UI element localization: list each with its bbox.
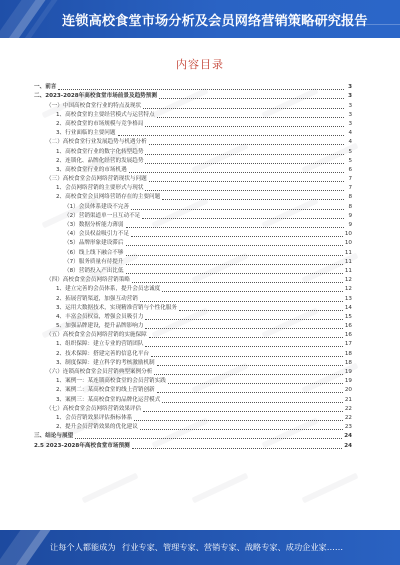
toc-leader-dots <box>149 337 343 338</box>
toc-entry-label: 二、2023-2028年高校食堂市场前景及趋势预测 <box>34 93 157 100</box>
toc-entry-page-number: 24 <box>344 433 352 440</box>
toc-entry-page-number: 11 <box>344 258 352 265</box>
toc-leader-dots <box>162 402 343 403</box>
toc-entry[interactable] <box>34 239 352 248</box>
toc-entry-page-number: 12 <box>344 277 352 284</box>
toc-entry[interactable] <box>34 267 352 276</box>
toc-entry-label: 1、案例一：某连锁高校食堂的会员营销实践 <box>56 378 166 385</box>
toc-leader-dots <box>145 190 344 191</box>
toc-leader-dots <box>126 264 343 265</box>
toc-entry-label: 2、案例二：某高校食堂的线上营销创新 <box>56 387 155 394</box>
toc-entry[interactable] <box>34 258 352 267</box>
toc-entry[interactable] <box>34 441 352 450</box>
toc-entry-page-number: 23 <box>344 424 352 431</box>
toc-entry[interactable] <box>34 248 352 257</box>
toc-entry[interactable] <box>34 276 352 285</box>
toc-entry-label: 3、案例三：某高校食堂的品牌化运营模式 <box>56 396 161 403</box>
toc-entry[interactable] <box>34 92 352 101</box>
toc-entry-page-number: 18 <box>344 350 352 357</box>
toc-leader-dots <box>126 255 343 256</box>
toc-entry-page-number: 16 <box>344 323 352 330</box>
toc-leader-dots <box>143 108 344 109</box>
toc-entry-label: 1、组织保障：建立专业的营销团队 <box>56 341 144 348</box>
toc-entry-label: 三、结论与展望 <box>34 433 74 440</box>
toc-entry-label: （二）高校食堂行业发展趋势与机遇分析 <box>46 139 147 146</box>
toc-entry-page-number: 11 <box>344 249 352 256</box>
toc-entry-page-number: 24 <box>344 442 352 449</box>
toc-leader-dots <box>157 365 343 366</box>
toc-entry-label: （五）高校食堂会员网络营销的实施保障 <box>46 332 147 339</box>
toc-entry[interactable] <box>34 111 352 120</box>
toc-leader-dots <box>140 301 343 302</box>
toc-entry-page-number: 3 <box>348 120 352 127</box>
toc-entry[interactable] <box>34 175 352 184</box>
toc-entry-label: （5）品牌形象建设滞后 <box>64 240 124 247</box>
table-of-contents <box>34 83 352 451</box>
toc-entry-label: 1、会员网络营销的主要形式与现状 <box>56 185 144 192</box>
toc-leader-dots <box>58 89 344 90</box>
toc-entry[interactable] <box>34 414 352 423</box>
toc-entry[interactable] <box>34 212 352 221</box>
toc-entry-label: 2、技术保障：搭建完善的信息化平台 <box>56 350 150 357</box>
toc-leader-dots <box>132 448 343 449</box>
toc-leader-dots <box>131 209 344 210</box>
watermark-mark <box>192 473 249 504</box>
footer-slogan-left: 让每个人都能成为 <box>50 542 116 552</box>
toc-entry[interactable] <box>34 147 352 156</box>
toc-entry-label: 2、高校食堂的市场规模与竞争格局 <box>56 120 144 127</box>
toc-entry-page-number: 8 <box>348 203 352 210</box>
report-footer <box>0 530 400 565</box>
toc-entry[interactable] <box>34 101 352 110</box>
toc-leader-dots <box>126 273 343 274</box>
toc-entry-page-number: 6 <box>348 166 352 173</box>
toc-entry-page-number: 3 <box>348 84 352 91</box>
toc-entry-label: 2、提升会员营销效果的优化建议 <box>56 424 138 431</box>
toc-entry-page-number: 10 <box>344 240 352 247</box>
toc-entry-page-number: 9 <box>348 222 352 228</box>
toc-entry-label: （7）服务质量有待提升 <box>64 258 124 265</box>
toc-leader-dots <box>151 356 343 357</box>
toc-entry-page-number: 7 <box>348 185 352 192</box>
toc-entry[interactable] <box>34 230 352 239</box>
toc-entry-page-number: 12 <box>344 286 352 293</box>
toc-entry-label: （三）高校食堂会员网络营销现状与问题 <box>46 176 147 183</box>
toc-entry-label: 2、高校食堂会员网络营销存在的主要问题 <box>56 194 161 201</box>
toc-entry-label: 3、高校食堂行业的市场机遇 <box>56 166 127 173</box>
toc-entry[interactable] <box>34 285 352 294</box>
toc-entry[interactable] <box>34 83 352 92</box>
toc-entry[interactable] <box>34 193 352 202</box>
toc-entry-label: 1、建立完善的会员体系，提升会员忠诚度 <box>56 286 161 293</box>
toc-entry-page-number: 18 <box>344 359 352 366</box>
toc-entry-label: 1、会员营销效果评估指标体系 <box>56 414 133 421</box>
toc-entry-page-number: 4 <box>348 130 352 137</box>
toc-entry[interactable] <box>34 423 352 432</box>
report-header <box>0 0 400 38</box>
toc-entry-label: （8）营销投入产出比低 <box>64 267 124 274</box>
toc-entry[interactable] <box>34 322 352 331</box>
toc-leader-dots <box>157 117 344 118</box>
toc-entry[interactable] <box>34 202 352 211</box>
toc-entry-label: （3）数据分析能力薄弱 <box>64 222 124 228</box>
toc-entry-page-number: 10 <box>344 231 352 238</box>
toc-entry-page-number: 8 <box>348 194 352 201</box>
toc-entry[interactable] <box>34 405 352 414</box>
toc-entry-label: （2）营销渠道单一且互动不足 <box>64 212 141 219</box>
footer-slogan-right: 行业专家、管理专家、营销专家、战略专家、成功企业家…… <box>122 542 344 552</box>
toc-entry-page-number: 4 <box>348 139 352 146</box>
toc-entry[interactable] <box>34 359 352 368</box>
toc-entry[interactable] <box>34 395 352 404</box>
toc-entry-label: 3、行业面临的主要问题 <box>56 130 116 137</box>
toc-entry-page-number: 5 <box>348 157 352 164</box>
toc-leader-dots <box>145 163 344 164</box>
toc-leader-dots <box>145 328 342 329</box>
toc-entry[interactable] <box>34 340 352 349</box>
toc-entry-label: 5、加强品牌建设，提升品牌影响力 <box>56 323 144 330</box>
toc-leader-dots <box>162 199 344 200</box>
toc-leader-dots <box>145 319 342 320</box>
toc-leader-dots <box>179 310 343 311</box>
toc-entry-page-number: 5 <box>348 148 352 155</box>
toc-leader-dots <box>145 346 342 347</box>
toc-entry[interactable] <box>34 368 352 377</box>
toc-entry-page-number: 3 <box>348 93 352 100</box>
toc-entry[interactable] <box>34 349 352 358</box>
toc-leader-dots <box>168 383 343 384</box>
toc-entry-page-number: 19 <box>344 378 352 385</box>
toc-entry-label: 2、连锁化、品牌化经营的发展趋势 <box>56 157 144 164</box>
toc-entry[interactable] <box>34 184 352 193</box>
toc-entry-label: （六）连锁高校食堂会员营销典型案例分析 <box>46 369 153 375</box>
toc-entry-page-number: 3 <box>348 102 352 109</box>
toc-entry-page-number: 20 <box>344 387 352 394</box>
toc-entry-label: 3、运用大数据技术，实现精准营销与个性化服务 <box>56 304 178 311</box>
toc-entry-label: 1、高校食堂行业的数字化转型趋势 <box>56 148 144 155</box>
toc-entry[interactable] <box>34 432 352 441</box>
toc-leader-dots <box>140 429 343 430</box>
toc-leader-dots <box>131 236 343 237</box>
toc-leader-dots <box>157 392 343 393</box>
toc-entry-page-number: 14 <box>344 304 352 311</box>
toc-entry[interactable] <box>34 138 352 147</box>
toc-leader-dots <box>129 172 344 173</box>
toc-entry-page-number: 21 <box>344 396 352 403</box>
toc-entry-page-number: 22 <box>344 405 352 412</box>
toc-leader-dots <box>75 438 342 439</box>
toc-entry[interactable] <box>34 331 352 340</box>
toc-leader-dots <box>118 135 345 136</box>
toc-leader-dots <box>143 411 343 412</box>
toc-entry[interactable] <box>34 157 352 166</box>
toc-entry-label: 3、制度保障：建立科学的考核激励机制 <box>56 359 155 366</box>
toc-heading: 内容目录 <box>176 58 224 71</box>
toc-entry[interactable] <box>34 304 352 313</box>
toc-entry-label: （七）高校食堂会员网络营销效果评估 <box>46 405 142 412</box>
toc-leader-dots <box>126 227 345 228</box>
toc-leader-dots <box>134 420 343 421</box>
toc-entry-label: 4、丰富会员权益，增强会员吸引力 <box>56 313 144 320</box>
toc-entry-page-number: 3 <box>348 111 352 118</box>
toc-leader-dots <box>154 374 343 375</box>
toc-entry-page-number: 7 <box>348 176 352 183</box>
toc-entry[interactable] <box>34 377 352 386</box>
toc-entry-page-number: 9 <box>348 212 352 219</box>
toc-entry-label: （4）会员权益吸引力不足 <box>64 231 130 238</box>
toc-entry-page-number: 13 <box>344 295 352 302</box>
toc-entry-label: （一）中国高校食堂行业的特点及现状 <box>46 102 142 109</box>
toc-entry-label: 1、高校食堂的主要经营模式与运营特点 <box>56 111 155 118</box>
toc-entry[interactable] <box>34 386 352 395</box>
toc-entry[interactable] <box>34 166 352 175</box>
toc-leader-dots <box>142 218 344 219</box>
toc-entry-page-number: 19 <box>344 369 352 375</box>
report-title: 连锁高校食堂市场分析及会员网络营销策略研究报告 <box>62 14 368 29</box>
toc-entry-page-number: 15 <box>344 313 352 320</box>
toc-entry-label: 一、前言 <box>34 84 57 91</box>
toc-entry-label: 2、拓展营销渠道，加强互动营销 <box>56 295 138 302</box>
toc-leader-dots <box>126 245 343 246</box>
toc-entry-page-number: 22 <box>344 414 352 421</box>
toc-leader-dots <box>149 144 344 145</box>
toc-entry-label: （1）会员体系建设不完善 <box>64 203 130 210</box>
toc-leader-dots <box>145 154 344 155</box>
toc-entry[interactable] <box>34 313 352 322</box>
toc-leader-dots <box>159 98 344 99</box>
toc-entry[interactable] <box>34 221 352 230</box>
toc-entry-page-number: 17 <box>344 341 352 348</box>
toc-entry-label: （四）高校食堂会员网络营销策略 <box>46 277 130 284</box>
toc-entry[interactable] <box>34 120 352 129</box>
toc-entry[interactable] <box>34 129 352 138</box>
toc-leader-dots <box>149 181 344 182</box>
toc-entry-page-number: 16 <box>344 332 352 339</box>
watermark-mark <box>302 473 359 504</box>
toc-entry-page-number: 11 <box>344 267 352 274</box>
toc-entry-label: 2.5 2023-2028年高校食堂市场预测 <box>34 442 130 449</box>
watermark-mark <box>82 473 139 504</box>
toc-entry[interactable] <box>34 294 352 303</box>
toc-leader-dots <box>132 282 343 283</box>
toc-leader-dots <box>145 126 344 127</box>
toc-leader-dots <box>162 291 343 292</box>
toc-entry-label: （6）线上线下融合不够 <box>64 249 124 256</box>
